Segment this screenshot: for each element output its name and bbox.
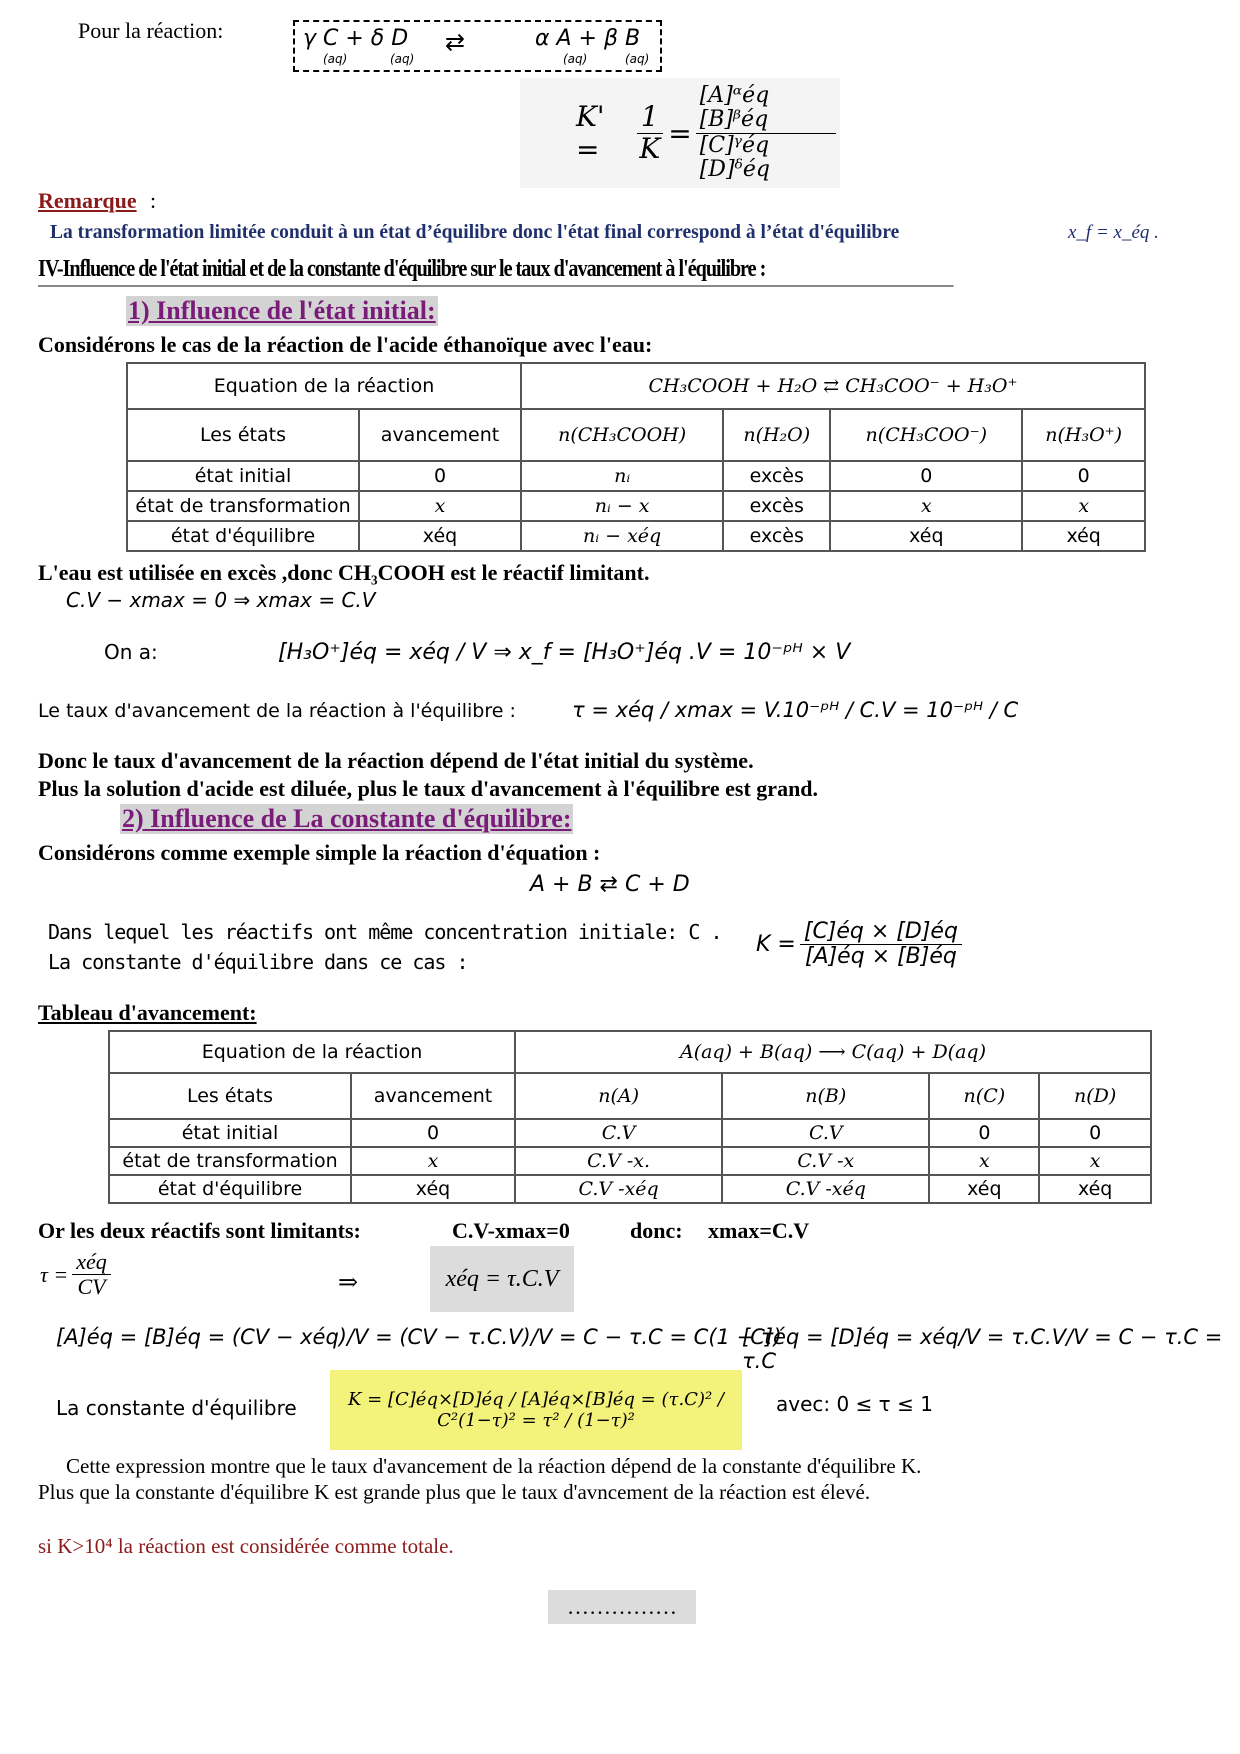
table2-cell: C.V -xéq [722,1175,929,1203]
table2-cell: 0 [1039,1119,1151,1147]
remarque-colon: : [150,188,157,213]
tau-num: xéq [72,1250,111,1275]
reaction-right: α A + β B [535,26,641,51]
pour-label: Pour la réaction: [78,18,224,43]
table2-cell: C.V [722,1119,929,1147]
table-row [109,1175,1151,1203]
table2-cell: x [929,1147,1039,1175]
subsection-2-title: 2) Influence de La constante d'équilibre: [122,804,572,833]
subsection-2-intro: Considérons comme exemple simple la réaction d'équation : [38,840,601,865]
table1-cell: xéq [830,521,1022,551]
table1-eq-label: Equation de la réaction [127,363,521,409]
table1-col: n(CH₃COOH) [521,409,723,461]
table2-cell: x [1039,1147,1151,1175]
table1-col: n(H₂O) [723,409,830,461]
kprime-ratio [696,84,836,182]
equilibrium-arrows-icon: ⇄ [445,28,466,56]
table2-cell: x [351,1147,515,1175]
table1-cell: nᵢ − xéq [521,521,723,551]
advancement-table-2 [108,1030,1152,1204]
table1-state: état de transformation [127,491,359,521]
end-dots: …………… [548,1590,696,1624]
aq-label: (aq) [390,52,415,66]
table1-cell: excès [723,461,830,491]
table2-avancement-label: avancement [351,1073,515,1119]
table2-cell: xéq [351,1175,515,1203]
subsection-1-intro: Considérons le cas de la réaction de l'acide éthanoïque avec l'eau: [38,332,653,357]
aq-label: (aq) [323,52,348,66]
tableau-label: Tableau d'avancement: [38,1000,257,1025]
table2-cell: C.V -xéq [515,1175,722,1203]
table2-state: état initial [109,1119,351,1147]
table1-states-label: Les états [127,409,359,461]
xeq-box: xéq = τ.C.V [430,1246,574,1312]
tau-formula: τ = $\frac{\text{xéq}}{CV}$ [40,1250,115,1299]
limitants-text: Or les deux réactifs sont limitants: [38,1218,361,1243]
eau-text: L'eau est utilisée en excès ,donc CH₃COOH est le réactif limitant. [38,560,650,585]
table1-cell: 0 [830,461,1022,491]
implies-icon: ⇒ [338,1270,359,1296]
table2-col: n(C) [929,1073,1039,1119]
table2-col: n(D) [1039,1073,1151,1119]
table2-cell: C.V [515,1119,722,1147]
reaction-box [293,20,662,72]
table1-state: état initial [127,461,359,491]
concentration-cd: [C]éq = [D]éq = xéq/V = τ.C.V/V = C − τ.C = τ.C [742,1325,1223,1373]
table2-state: état de transformation [109,1147,351,1175]
tau-den: CV [77,1274,106,1300]
table1-state: état d'équilibre [127,521,359,551]
conclusion2-line1: Cette expression montre que le taux d'avancement de la réaction dépend de la constante d'équilibre K. [66,1454,922,1478]
simple-equation: A + B ⇄ C + D [530,872,690,897]
ona-label: On a: [104,640,158,664]
table2-states-label: Les états [109,1073,351,1119]
taux-label: Le taux d'avancement de la réaction à l'équilibre : [38,700,516,722]
table2-cell: C.V -x [722,1147,929,1175]
table2-cell: xéq [929,1175,1039,1203]
reaction-left: γ C + δ D [303,26,409,51]
table2-eq-label: Equation de la réaction [109,1031,515,1073]
table-row [127,521,1145,551]
h3o-formula: [H₃O⁺]éq = xéq / V ⇒ x_f = [H₃O⁺]éq .V = 10⁻ᵖᴴ × V [278,640,851,665]
limitants-xmax: xmax=C.V [708,1218,810,1243]
kprime-k: K [639,131,661,165]
remarque-text: La transformation limitée conduit à un état d’équilibre donc l'état final correspond à l’état d'équilibre [50,222,900,243]
table-row [127,491,1145,521]
table1-avancement-label: avancement [359,409,521,461]
kprime-num: [A]ᵅéq [B]ᵝéq [696,84,836,133]
conclusion1-line2: Plus la solution d'acide est diluée, plus le taux d'avancement à l'équilibre est grand. [38,776,819,801]
conclusion2-line3: si K>10⁴ la réaction est considérée comme totale. [38,1534,454,1558]
kprime-one: 1 [637,102,663,134]
table1-cell: nᵢ [521,461,723,491]
concentration-ab: [A]éq = [B]éq = (CV − xéq)/V = (CV − τ.C.V)/V = C − τ.C = C(1 − τ) [56,1325,782,1349]
table-row [109,1119,1151,1147]
table-row [127,461,1145,491]
table1-cell: excès [723,491,830,521]
remarque-formula: x_f = x_éq . [1068,222,1159,243]
limitants-donc: donc: [630,1218,683,1243]
k-num: [C]éq × [D]éq [800,920,962,945]
dans-lequel: Dans lequel les réactifs ont même concentration initiale: C . [48,920,722,944]
table1-cell: x [1022,491,1145,521]
table2-col: n(A) [515,1073,722,1119]
table1-cell: nᵢ − x [521,491,723,521]
table1-cell: xéq [359,521,521,551]
conclusion2-line2: Plus que la constante d'équilibre K est grande plus que le taux d'avncement de la réaction est élevé. [38,1480,871,1504]
table1-col: n(H₃O⁺) [1022,409,1145,461]
table2-equation: A(aq) + B(aq) ⟶ C(aq) + D(aq) [515,1031,1151,1073]
table2-state: état d'équilibre [109,1175,351,1203]
table1-cell: 0 [359,461,521,491]
kfinal-avec: avec: 0 ≤ τ ≤ 1 [776,1392,933,1416]
kfinal-formula: K = [C]éq×[D]éq / [A]éq×[B]éq = (τ.C)² / C²(1−τ)² = τ² / (1−τ)² [330,1370,742,1450]
constante-cas: La constante d'équilibre dans ce cas : [48,950,468,974]
table1-col: n(CH₃COO⁻) [830,409,1022,461]
k-formula-simple: K = $\frac{[C]éq \times [D]éq}{[A]éq \times [B]éq}$ [756,920,966,969]
conclusion1-line1: Donc le taux d'avancement de la réaction dépend de l'état initial du système. [38,748,754,773]
table1-cell: 0 [1022,461,1145,491]
table-row [109,1147,1151,1175]
section-iv-title: IV-Influence de l'état initial et de la constante d'équilibre sur le taux d'avancement à l'équilibre : [38,256,954,287]
advancement-table-1 [126,362,1146,552]
table2-cell: 0 [351,1119,515,1147]
table2-cell: C.V -x. [515,1147,722,1175]
kprime-inverse-frac [635,99,664,165]
xmax-line: C.V − xmax = 0 ⇒ xmax = C.V [66,588,376,612]
aq-label: (aq) [563,52,588,66]
table1-cell: excès [723,521,830,551]
table2-col: n(B) [722,1073,929,1119]
table2-cell: 0 [929,1119,1039,1147]
table2-cell: xéq [1039,1175,1151,1203]
kfinal-label: La constante d'équilibre [56,1396,297,1420]
kprime-formula: K' = $\frac{1}{K}$ = $\frac{\text{[A]ᵅéq [B]ᵝéq}}{\text{[C]ᵞéq [D]ᵟéq}}$ [520,78,840,188]
table1-cell: x [830,491,1022,521]
kprime-lhs: K' = [576,100,605,166]
table1-equation: CH₃COOH + H₂O ⇄ CH₃COO⁻ + H₃O⁺ [521,363,1145,409]
k-den: [A]éq × [B]éq [804,944,957,970]
taux-formula: τ = xéq / xmax = V.10⁻ᵖᴴ / C.V = 10⁻ᵖᴴ / C [572,698,1019,722]
subsection-1-title: 1) Influence de l'état initial: [128,296,436,325]
aq-label: (aq) [625,52,650,66]
remarque-label: Remarque [38,188,137,213]
kprime-den: [C]ᵞéq [D]ᵟéq [699,132,770,182]
limitants-eq: C.V-xmax=0 [452,1218,570,1243]
table1-cell: x [359,491,521,521]
table1-cell: xéq [1022,521,1145,551]
